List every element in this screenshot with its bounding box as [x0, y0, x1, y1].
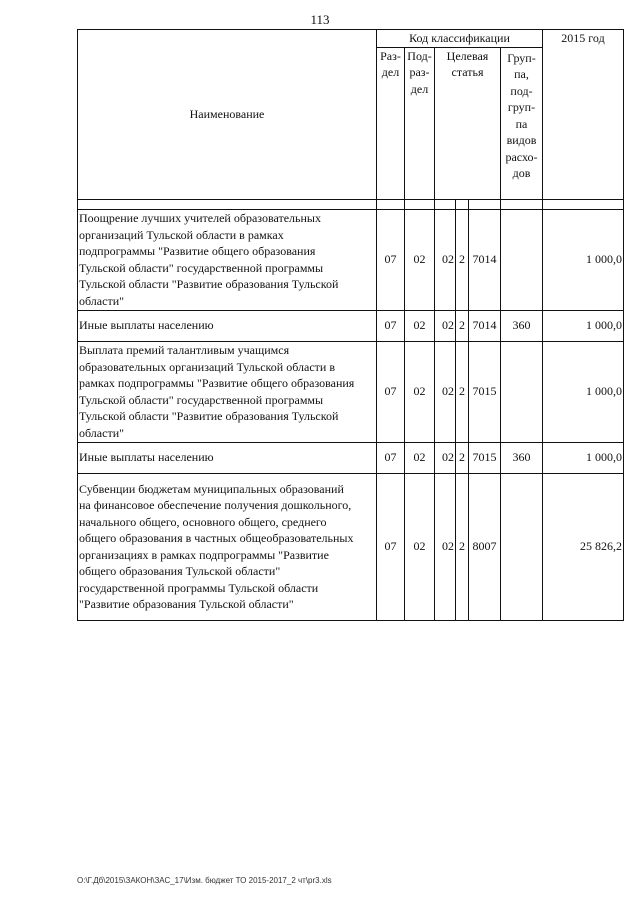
row-subsection: 02: [405, 341, 435, 442]
table-row: [78, 442, 624, 473]
row-target-3: 7015: [469, 442, 501, 473]
row-subsection: 02: [405, 473, 435, 620]
table-row: [78, 209, 624, 310]
row-subsection: 02: [405, 442, 435, 473]
row-target-3: 8007: [469, 473, 501, 620]
header-classification: Код классификации: [377, 30, 543, 48]
row-target-1: 02: [435, 442, 456, 473]
row-target-2: 2: [456, 341, 469, 442]
row-section: 07: [377, 473, 405, 620]
row-target-3: 7015: [469, 341, 501, 442]
table-row: [78, 473, 624, 620]
row-name: Субвенции бюджетам муниципальных образований на финансовое обеспечение получения дошкольного, начального общего, основного общего, среднего общего образования в частных общеобразовательных организациях в рамках подпрограммы "Развитие общего образования Тульской области" государственной программы Тульской области "Развитие образования Тульской области": [78, 473, 377, 620]
header-spacer-row: [78, 199, 624, 209]
header-name: Наименование: [78, 30, 377, 200]
row-amount: 25 826,2: [543, 473, 624, 620]
row-section: 07: [377, 310, 405, 341]
row-group: 360: [501, 442, 543, 473]
row-target-1: 02: [435, 209, 456, 310]
table-row: [78, 341, 624, 442]
row-target-3: 7014: [469, 209, 501, 310]
row-amount: 1 000,0: [543, 209, 624, 310]
row-group: [501, 473, 543, 620]
row-subsection: 02: [405, 209, 435, 310]
row-target-1: 02: [435, 310, 456, 341]
row-name: Иные выплаты населению: [78, 310, 377, 341]
row-subsection: 02: [405, 310, 435, 341]
row-amount: 1 000,0: [543, 341, 624, 442]
row-target-2: 2: [456, 310, 469, 341]
row-amount: 1 000,0: [543, 310, 624, 341]
row-target-1: 02: [435, 341, 456, 442]
row-amount: 1 000,0: [543, 442, 624, 473]
header-expense-group: Груп- па, под- груп- па видов расхо- дов: [501, 47, 543, 199]
row-target-2: 2: [456, 209, 469, 310]
budget-table: [77, 29, 624, 621]
header-section: Раз- дел: [377, 47, 405, 199]
header-year: 2015 год: [543, 30, 624, 200]
row-name: Иные выплаты населению: [78, 442, 377, 473]
row-target-1: 02: [435, 473, 456, 620]
row-target-2: 2: [456, 473, 469, 620]
header-target-article: Целевая статья: [435, 47, 501, 199]
row-target-3: 7014: [469, 310, 501, 341]
row-section: 07: [377, 442, 405, 473]
row-section: 07: [377, 341, 405, 442]
row-name: Выплата премий талантливым учащимся образовательных организаций Тульской области в рамках подпрограммы "Развитие общего образования Тульской области" государственной программы Тульской области "Развитие образования Тульской области": [78, 341, 377, 442]
row-name: Поощрение лучших учителей образовательных организаций Тульской области в рамках подпрограммы "Развитие общего образования Тульской области" государственной программы Тульской области "Развитие образования Тульской области": [78, 209, 377, 310]
row-section: 07: [377, 209, 405, 310]
row-group: 360: [501, 310, 543, 341]
row-group: [501, 209, 543, 310]
page-number: 113: [310, 12, 330, 27]
footer-file-path: О:\Г.Дб\2015\ЗАКОН\ЗАС_17\Изм. бюджет ТО 2015-2017_2 чт\pr3.xls: [77, 876, 332, 885]
table-row: [78, 310, 624, 341]
row-group: [501, 341, 543, 442]
row-target-2: 2: [456, 442, 469, 473]
header-subsection: Под- раз- дел: [405, 47, 435, 199]
